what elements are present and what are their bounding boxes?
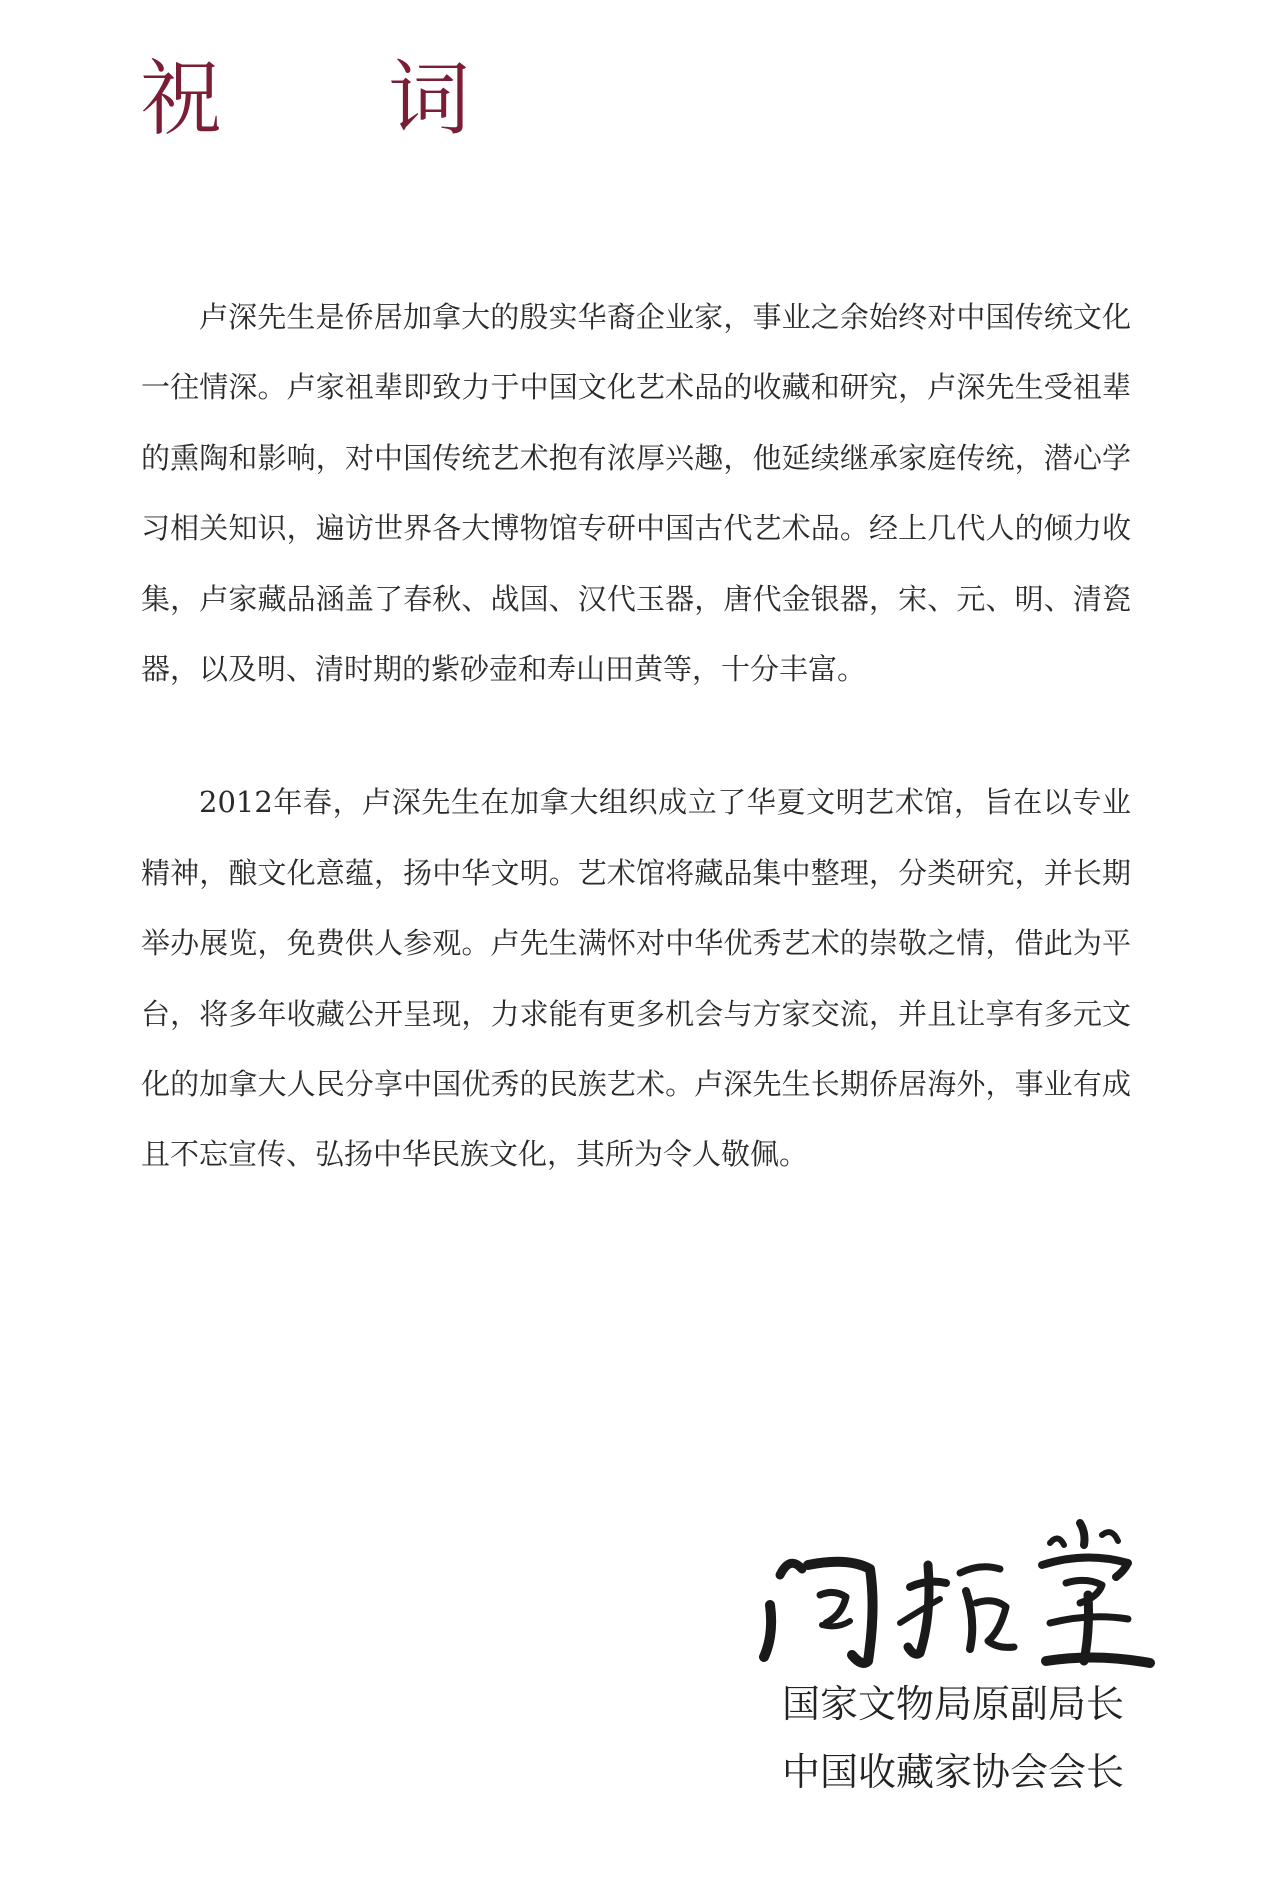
paragraph-2: 2012年春，卢深先生在加拿大组织成立了华夏文明艺术馆，旨在以专业精神，酿文化意蕴，扬中华文明。艺术馆将藏品集中整理，分类研究，并长期举办展览，免费供人参观。卢先生满怀对中华优秀艺术的崇敬之情，借此为平台，将多年收藏公开呈现，力求能有更多机会与方家交流，并且让享有多元文化的加拿大人民分享中国优秀的民族艺术。卢深先生长期侨居海外，事业有成且不忘宣传、弘扬中华民族文化，其所为令人敬佩。: [141, 785, 1131, 1172]
author-titles: [782, 1670, 1124, 1806]
body-text: [141, 282, 1131, 1190]
page-title: 祝 词: [140, 52, 541, 147]
author-title-1: 国家文物局原副局长: [781, 1682, 1124, 1726]
handwritten-signature: [750, 1495, 1170, 1685]
author-title-2: 中国收藏家协会会长: [781, 1750, 1124, 1794]
paragraph-1: 卢深先生是侨居加拿大的殷实华裔企业家，事业之余始终对中国传统文化一往情深。卢家祖辈即致力于中国文化艺术品的收藏和研究，卢深先生受祖辈的熏陶和影响，对中国传统艺术抱有浓厚兴趣，他延续继承家庭传统，潜心学习相关知识，遍访世界各大博物馆专研中国古代艺术品。经上几代人的倾力收集，卢家藏品涵盖了春秋、战国、汉代玉器，唐代金银器，宋、元、明、清瓷器，以及明、清时期的紫砂壶和寿山田黄等，十分丰富。: [141, 300, 1131, 687]
